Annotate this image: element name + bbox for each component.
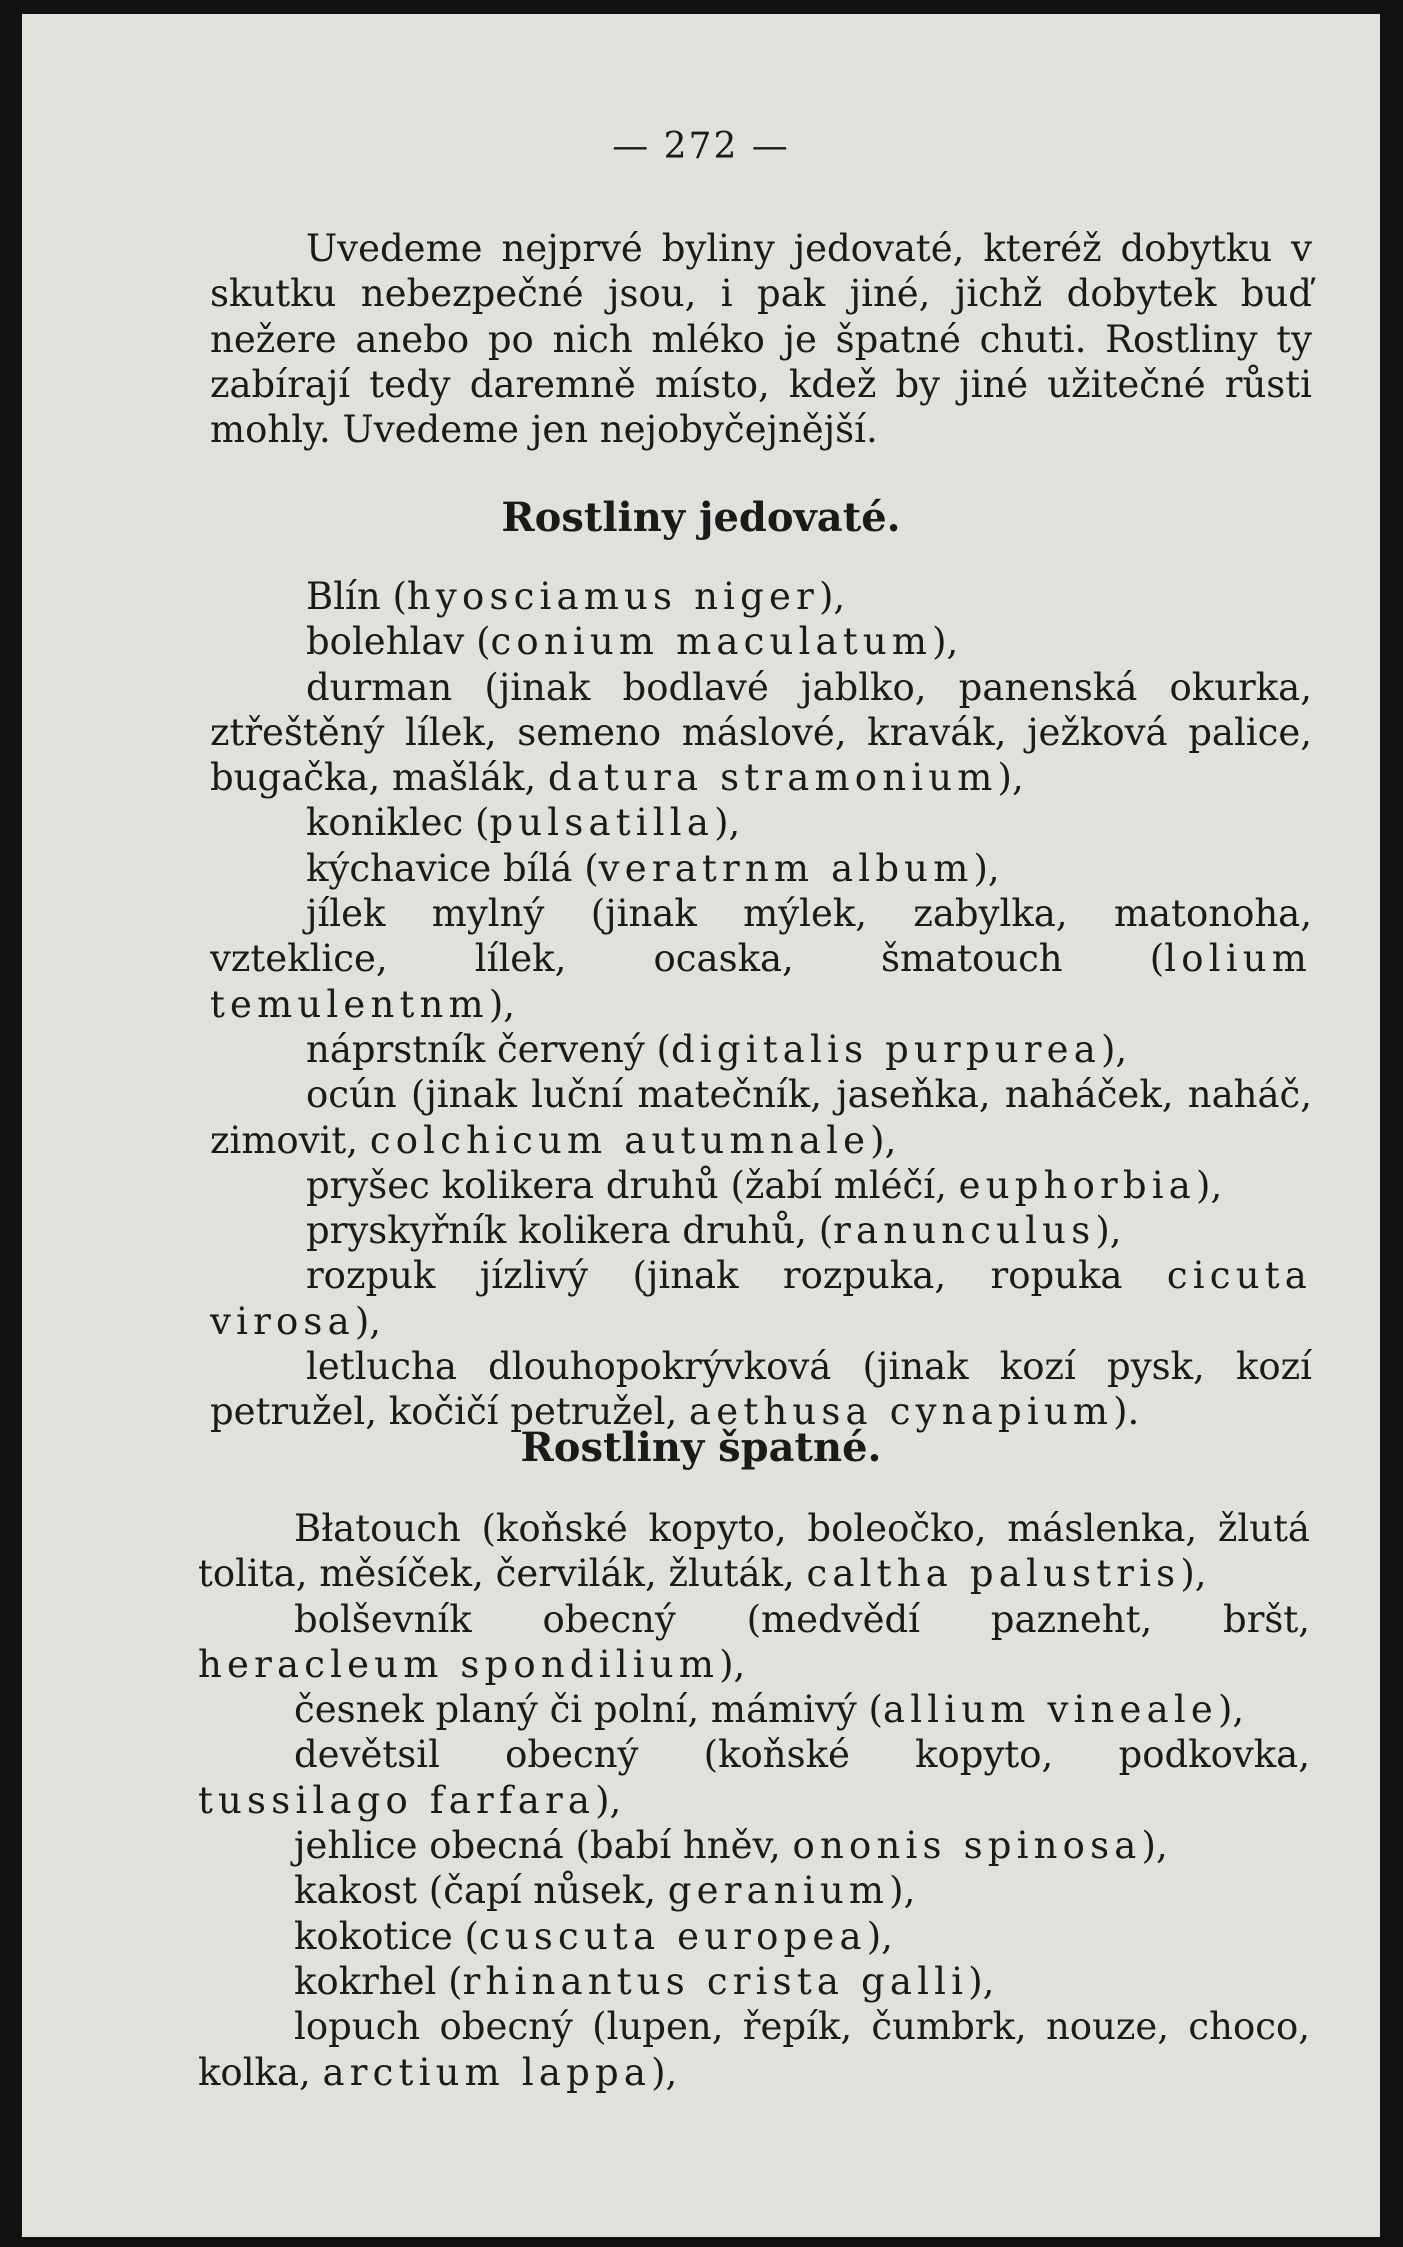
punctuation: ), [354, 1299, 382, 1343]
heading-bad: Rostliny špatné. [520, 1424, 882, 1471]
common-name: letlucha dlouhopokrývková (jinak kozí pysk, kozí petružel, kočičí petružel, [210, 1345, 1312, 1434]
plant-entry [210, 1208, 1312, 1253]
common-name: Błatouch (koňské kopyto, boleočko, máslenka, žlutá tolita, měsíček, červilák, žluták, [198, 1507, 1310, 1596]
punctuation: ), [968, 1959, 995, 2003]
plant-entry [198, 1732, 1310, 1823]
latin-name: hyosciamus niger [406, 575, 819, 618]
latin-name: cuscuta europea [478, 1914, 867, 1958]
page-number: — 272 — [612, 126, 790, 167]
common-name: kokrhel ( [294, 1959, 463, 2003]
plant-entry [210, 574, 1312, 619]
punctuation: ), [870, 1118, 897, 1162]
latin-name: ranunculus [833, 1209, 1096, 1253]
plant-entry [198, 1914, 1310, 1959]
punctuation: ), [973, 846, 1000, 890]
plant-entry [198, 1959, 1310, 2004]
latin-name: allium vineale [882, 1688, 1218, 1732]
latin-name: datura stramonium [547, 756, 998, 800]
plant-entry [210, 619, 1312, 664]
common-name: česnek planý či polní, mámivý ( [294, 1688, 883, 1732]
latin-name: arctium lappa [322, 2050, 652, 2094]
latin-name: digitalis purpurea [671, 1027, 1101, 1071]
latin-name: colchicum autumnale [369, 1118, 871, 1162]
latin-name: aethusa cynapium [689, 1390, 1114, 1434]
plant-entry [198, 1687, 1310, 1732]
plant-entry [198, 2004, 1310, 2095]
punctuation: ), [932, 620, 959, 664]
common-name: Blín ( [306, 575, 407, 618]
latin-name: veratrnm album [598, 846, 974, 890]
punctuation: ), [1141, 1824, 1168, 1868]
latin-name: heracleum spondilium [198, 1642, 720, 1686]
common-name: náprstník červený ( [306, 1027, 671, 1071]
punctuation: ), [997, 756, 1024, 800]
punctuation: ), [1180, 1552, 1207, 1596]
plant-entry [210, 846, 1312, 891]
plant-entry [198, 1597, 1310, 1688]
latin-name: tussilago farfara [198, 1778, 596, 1822]
common-name: kýchavice bílá ( [306, 846, 599, 890]
latin-name: euphorbia [958, 1163, 1197, 1207]
heading-poisonous: Rostliny jedovaté. [501, 494, 901, 541]
punctuation: ), [1100, 1027, 1128, 1071]
common-name: pryšec kolikera druhů (žabí mléčí, [306, 1163, 959, 1207]
plant-entry [210, 1253, 1312, 1344]
latin-name: caltha palustris [806, 1552, 1181, 1596]
common-name: jehlice obecná (babí hněv, [294, 1824, 793, 1868]
common-name: durman (jinak bodlavé jablko, panenská okurka, ztřeštěný lílek, semeno máslové, kravák, ježková palice, bugačka, mašlák, [210, 665, 1312, 800]
punctuation: ), [488, 982, 516, 1026]
intro-paragraph [210, 226, 1312, 452]
latin-name: cicuta virosa [210, 1254, 1312, 1343]
punctuation: ), [818, 575, 846, 618]
plant-entry [210, 1027, 1312, 1072]
common-name: bolehlav ( [306, 620, 491, 664]
intro-text: Uvedeme nejprvé byliny jedovaté, kteréž dobytku v skutku nebezpečné jsou, i pak jiné, jichž dobytek buď nežere anebo po nich mléko je špatné chuti. Rostliny ty zabírají tedy daremně místo, kdež by jiné užitečné růsti mohly. Uvedeme jen nejobyčejnější. [210, 227, 1312, 452]
plant-entry [210, 1072, 1312, 1163]
poisonous-list [210, 574, 1312, 1435]
plant-entry [210, 665, 1312, 801]
plant-entry [210, 1163, 1312, 1208]
punctuation: ), [719, 1642, 746, 1686]
punctuation: ), [1095, 1209, 1122, 1253]
common-name: kokotice ( [294, 1914, 479, 1958]
plant-entry [198, 1868, 1310, 1913]
common-name: devětsil obecný (koňské kopyto, podkovka, [294, 1733, 1310, 1777]
common-name: koniklec ( [306, 801, 490, 845]
common-name: jílek mylný (jinak mýlek, zabylka, matonoha, vzteklice, lílek, ocaska, šmatouch ( [210, 892, 1312, 981]
punctuation: ), [651, 2050, 678, 2094]
plant-entry [198, 1823, 1310, 1868]
plant-entry [210, 800, 1312, 845]
plant-entry [210, 891, 1312, 1027]
punctuation: ), [595, 1778, 622, 1822]
common-name: rozpuk jízlivý (jinak rozpuka, ropuka [306, 1254, 1167, 1298]
punctuation: ), [866, 1914, 893, 1958]
book-page [22, 14, 1380, 2237]
punctuation: ), [714, 801, 741, 845]
latin-name: ononis spinosa [792, 1824, 1142, 1868]
common-name: kakost (čapí nůsek, [294, 1869, 668, 1913]
common-name: ocún (jinak luční matečník, jaseňka, naháček, naháč, zimovit, [210, 1073, 1312, 1162]
common-name: bolševník obecný (medvědí pazneht, bršt, [294, 1597, 1310, 1641]
punctuation: ), [1196, 1163, 1223, 1207]
latin-name: pulsatilla [489, 801, 715, 845]
bad-list [198, 1506, 1310, 2095]
punctuation: ), [889, 1869, 916, 1913]
common-name: pryskyřník kolikera druhů, ( [306, 1209, 834, 1253]
punctuation: ). [1113, 1390, 1140, 1434]
common-name: lopuch obecný (lupen, řepík, čumbrk, nouze, choco, kolka, [198, 2005, 1310, 2094]
plant-entry [210, 1344, 1312, 1435]
punctuation: ), [1217, 1688, 1245, 1732]
plant-entry [198, 1506, 1310, 1597]
latin-name: conium maculatum [490, 620, 933, 664]
latin-name: rhinantus crista galli [462, 1959, 969, 2003]
latin-name: geranium [667, 1869, 890, 1913]
latin-name: lolium temulentnm [210, 937, 1312, 1026]
